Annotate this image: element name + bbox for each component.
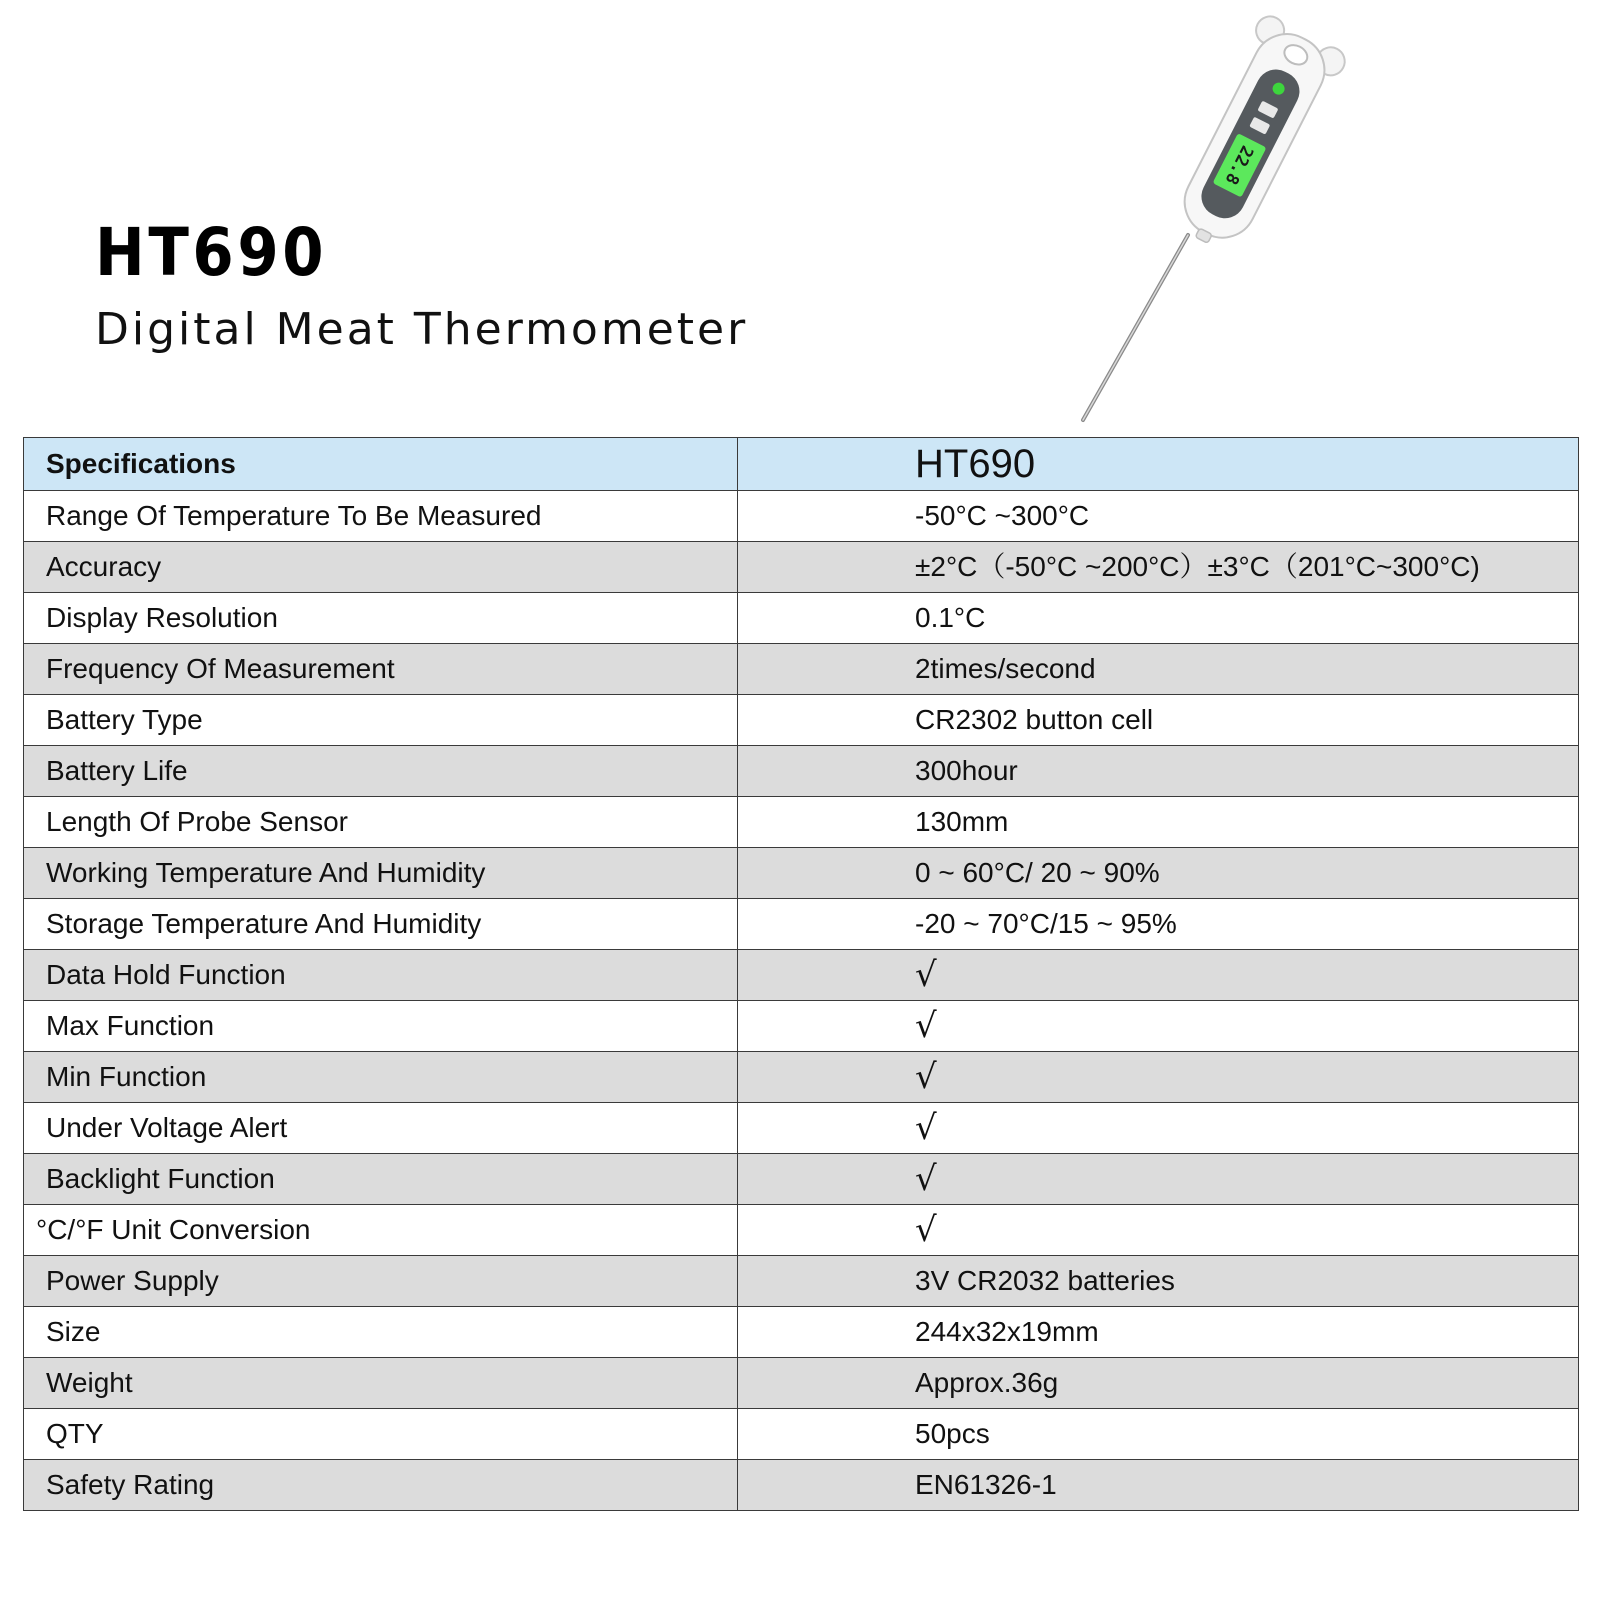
spec-value: EN61326-1: [738, 1460, 1579, 1511]
spec-label: Weight: [24, 1358, 738, 1409]
spec-label: Data Hold Function: [24, 950, 738, 1001]
table-row: [24, 746, 1579, 797]
spec-value: ±2°C（-50°C ~200°C）±3°C（201°C~300°C): [738, 542, 1579, 593]
spec-value: -50°C ~300°C: [738, 491, 1579, 542]
spec-label: Length Of Probe Sensor: [24, 797, 738, 848]
check-icon-cell: [738, 1154, 1579, 1205]
spec-label: Power Supply: [24, 1256, 738, 1307]
spec-value: 300hour: [738, 746, 1579, 797]
spec-label: Frequency Of Measurement: [24, 644, 738, 695]
spec-value: 50pcs: [738, 1409, 1579, 1460]
spec-label: QTY: [24, 1409, 738, 1460]
table-row: [24, 491, 1579, 542]
table-row: [24, 1103, 1579, 1154]
check-icon: √: [915, 1006, 937, 1046]
spec-label: Size: [24, 1307, 738, 1358]
spec-table: [23, 437, 1579, 1511]
thermometer-probe-icon: [1050, 15, 1370, 435]
check-icon-cell: [738, 950, 1579, 1001]
spec-label: Display Resolution: [24, 593, 738, 644]
table-row: [24, 1001, 1579, 1052]
table-row: [24, 848, 1579, 899]
table-row: [24, 899, 1579, 950]
spec-label: Under Voltage Alert: [24, 1103, 738, 1154]
table-header-row: [24, 438, 1579, 491]
check-icon: √: [915, 1159, 937, 1199]
spec-value: 0 ~ 60°C/ 20 ~ 90%: [738, 848, 1579, 899]
table-row: [24, 1052, 1579, 1103]
table-row: [24, 542, 1579, 593]
check-icon-cell: [738, 1052, 1579, 1103]
spec-label: Range Of Temperature To Be Measured: [24, 491, 738, 542]
spec-label: Safety Rating: [24, 1460, 738, 1511]
spec-label: Backlight Function: [24, 1154, 738, 1205]
model-title: HT690: [95, 214, 328, 291]
spec-label: Battery Type: [24, 695, 738, 746]
check-icon: √: [915, 1210, 937, 1250]
table-row: [24, 950, 1579, 1001]
spec-label: °C/°F Unit Conversion: [24, 1205, 738, 1256]
check-icon-cell: [738, 1205, 1579, 1256]
spec-value: 244x32x19mm: [738, 1307, 1579, 1358]
spec-value: 130mm: [738, 797, 1579, 848]
table-row: [24, 1256, 1579, 1307]
header-label: Specifications: [24, 438, 738, 491]
spec-label: Storage Temperature And Humidity: [24, 899, 738, 950]
header-value: HT690: [738, 438, 1579, 491]
spec-label: Max Function: [24, 1001, 738, 1052]
check-icon-cell: [738, 1001, 1579, 1052]
spec-value: 3V CR2032 batteries: [738, 1256, 1579, 1307]
spec-label: Working Temperature And Humidity: [24, 848, 738, 899]
table-row: [24, 1307, 1579, 1358]
spec-value: CR2302 button cell: [738, 695, 1579, 746]
table-row: [24, 695, 1579, 746]
check-icon: √: [915, 955, 937, 995]
table-row: [24, 1358, 1579, 1409]
table-row: [24, 797, 1579, 848]
svg-text:22.8: 22.8: [1220, 142, 1257, 188]
check-icon-cell: [738, 1103, 1579, 1154]
spec-label: Min Function: [24, 1052, 738, 1103]
table-row: [24, 1409, 1579, 1460]
check-icon: √: [915, 1057, 937, 1097]
table-row: [24, 593, 1579, 644]
table-row: [24, 644, 1579, 695]
spec-value: -20 ~ 70°C/15 ~ 95%: [738, 899, 1579, 950]
table-row: [24, 1205, 1579, 1256]
spec-value: 2times/second: [738, 644, 1579, 695]
spec-label: Battery Life: [24, 746, 738, 797]
spec-label: Accuracy: [24, 542, 738, 593]
product-subtitle: Digital Meat Thermometer: [95, 304, 749, 355]
check-icon: √: [915, 1108, 937, 1148]
table-row: [24, 1460, 1579, 1511]
table-row: [24, 1154, 1579, 1205]
spec-value: Approx.36g: [738, 1358, 1579, 1409]
spec-value: 0.1°C: [738, 593, 1579, 644]
